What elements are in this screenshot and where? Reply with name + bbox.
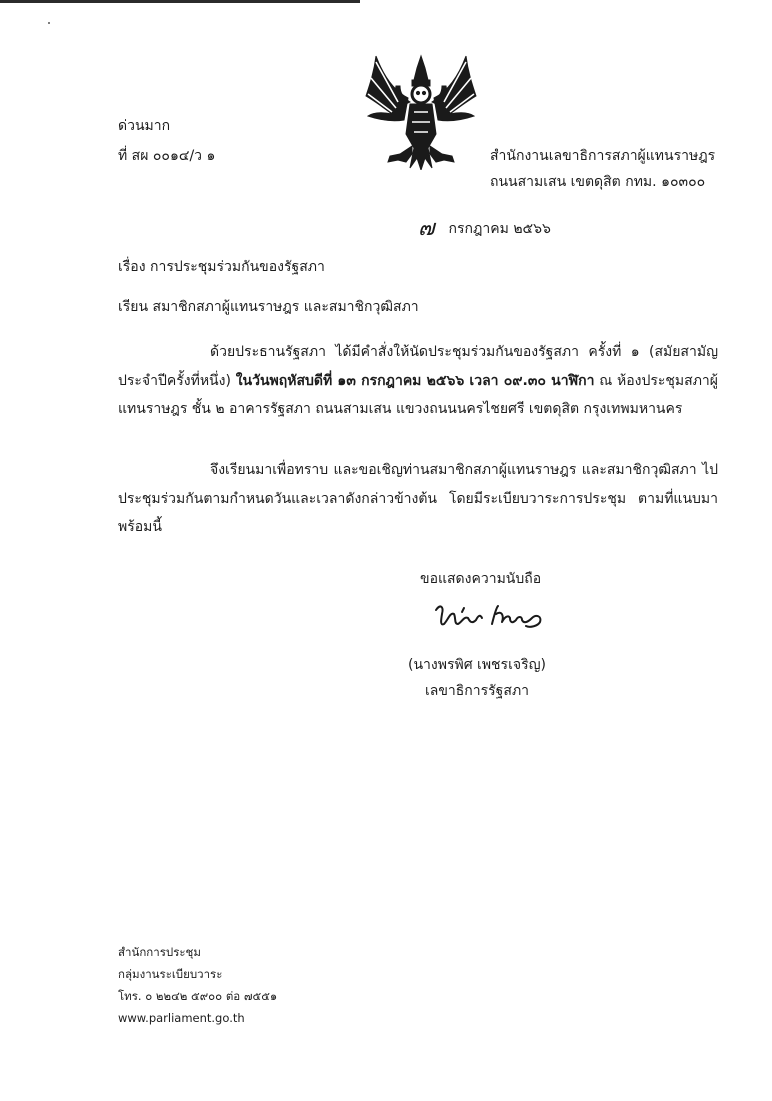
closing-salutation: ขอแสดงความนับถือ [420,571,542,587]
issuing-office [490,143,715,195]
recipient-line: เรียน สมาชิกสภาผู้แทนราษฎร และสมาชิกวุฒิสภา [118,299,419,315]
document-number: ที่ สผ ๐๐๑๔/ว ๑ [118,148,216,164]
footer-contact [118,941,277,1029]
urgency-label: ด่วนมาก [118,118,171,134]
body-paragraph-2: จึงเรียนมาเพื่อทราบ และขอเชิญท่านสมาชิกสภาผู้แทนราษฎร และสมาชิกวุฒิสภา ไปประชุมร่วมกันตามกำหนดวันและเวลาดังกล่าวข้างต้น โดยมีระเบียบวาระการประชุม ตามที่แนบมาพร้อมนี้ [118,462,718,535]
handwritten-signature [432,598,552,638]
top-edge-rule [0,0,360,3]
body-paragraph-1 [118,338,718,424]
signer-title: เลขาธิการรัฐสภา [424,683,530,699]
garuda-emblem-icon [362,50,480,170]
subject-line: เรื่อง การประชุมร่วมกันของรัฐสภา [118,259,325,275]
meeting-datetime: ในวันพฤหัสบดีที่ ๑๓ กรกฎาคม ๒๕๖๖ เวลา ๐๙.๓๐ นาฬิกา [235,372,595,389]
office-name: สำนักงานเลขาธิการสภาผู้แทนราษฎร [490,148,716,164]
scan-speck [48,22,50,24]
p1-start: ด้วยประธานรัฐสภา ได้มีคำสั่งให้นัดประชุมร่วมกันของรัฐสภา ครั้งที่ ๑ (สมัยสามัญประจำปีครั้งที่หนึ่ง) [118,344,718,389]
p1-end: ณ ห้องประชุมสภาผู้แทนราษฎร ชั้น ๒ อาคารรัฐสภา ถนนสามเสน แขวงถนนนครไชยศรี เขตดุสิต กรุงเทพมหานคร [118,372,718,417]
date-day: ๗ [418,216,435,241]
footer-department: สำนักการประชุม [118,945,201,959]
signer-block [408,652,546,704]
footer-website: www.parliament.go.th [118,1011,245,1025]
footer-phone: โทร. ๐ ๒๒๔๒ ๕๙๐๐ ต่อ ๗๕๕๑ [118,989,278,1003]
office-address: ถนนสามเสน เขตดุสิต กทม. ๑๐๓๐๐ [490,174,706,190]
footer-group: กลุ่มงานระเบียบวาระ [118,967,223,981]
date-month-year: กรกฎาคม ๒๕๖๖ [448,221,551,237]
letter-date [418,208,551,243]
signer-name: (นางพรพิศ เพชรเจริญ) [408,657,546,673]
